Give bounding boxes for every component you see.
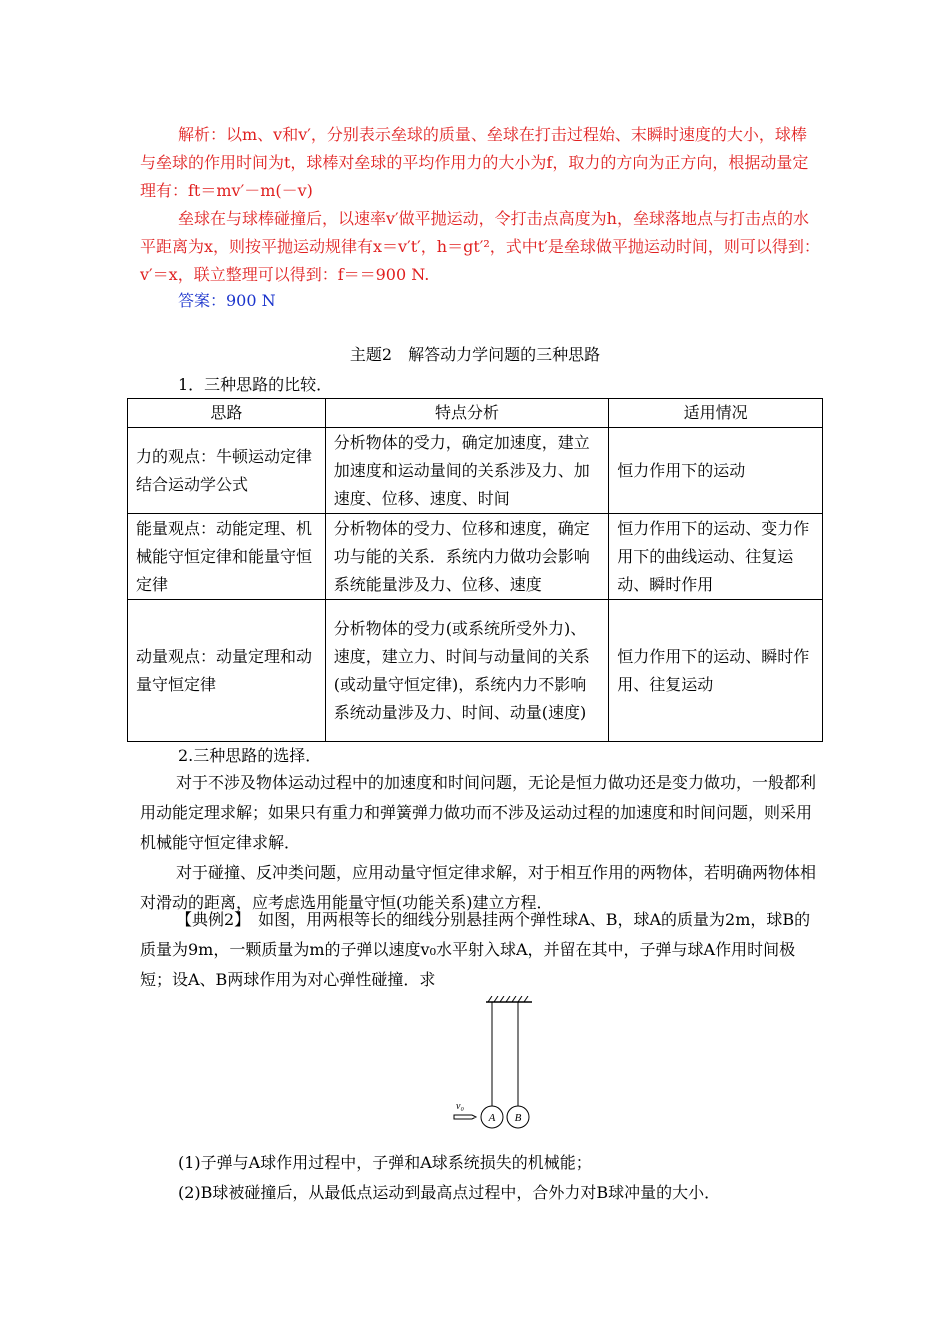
- section-2-heading: 2.三种思路的选择．: [178, 746, 322, 765]
- table-cell: 分析物体的受力(或系统所受外力)、速度，建立力、时间与动量间的关系(或动量守恒定律)，系统内力不影响系统动量涉及力、时间、动量(速度): [325, 600, 609, 742]
- question-2: (2)B球被碰撞后，从最低点运动到最高点过程中，合外力对B球冲量的大小．: [178, 1183, 721, 1202]
- ceiling-hatch: [488, 996, 528, 1002]
- table-header-cell: 适用情况: [609, 399, 823, 428]
- label-a: A: [488, 1112, 496, 1124]
- table-header-row: [128, 399, 823, 428]
- table-cell: 动量观点：动量定理和动量守恒定律: [128, 600, 326, 742]
- table-cell: 能量观点：动能定理、机械能守恒定律和能量守恒定律: [128, 514, 326, 600]
- example-section: [140, 905, 820, 995]
- analysis-paragraph-2: 垒球在与球棒碰撞后，以速率v′做平抛运动，令打击点高度为h，垒球落地点与打击点的水平距离为x，则按平抛运动规律有x＝v′t′，h＝gt′²，式中t′是垒球做平抛运动时间，则可以得到：v′＝x，联立整理可以得到：f＝＝900 N.: [140, 209, 820, 284]
- table-cell: 分析物体的受力、位移和速度，确定功与能的关系．系统内力做功会影响系统能量涉及力、位移、速度: [325, 514, 609, 600]
- table-header-cell: 思路: [128, 399, 326, 428]
- example-paragraph: 【典例2】 如图，用两根等长的细线分别悬挂两个弹性球A、B，球A的质量为2m，球B的质量为9m，一颗质量为m的子弹以速度v₀水平射入球A，并留在其中，子弹与球A作用时间极短；设A、B两球作用为对心弹性碰撞．求: [140, 910, 811, 989]
- answer-line: 答案：900 N: [178, 291, 276, 310]
- table-row: [128, 514, 823, 600]
- analysis-section: [140, 121, 820, 289]
- section-1-heading: 1．三种思路的比较．: [178, 375, 333, 394]
- table-cell: 恒力作用下的运动: [609, 428, 823, 514]
- table-header-cell: 特点分析: [325, 399, 609, 428]
- question-1: (1)子弹与A球作用过程中，子弹和A球系统损失的机械能；: [178, 1153, 592, 1172]
- body-section: [140, 768, 820, 918]
- body-paragraph-1: 对于不涉及物体运动过程中的加速度和时间问题，无论是恒力做功还是变力做功，一般都利用动能定理求解；如果只有重力和弹簧弹力做功而不涉及运动过程的加速度和时间问题，则采用机械能守恒定律求解．: [140, 773, 817, 852]
- label-b: B: [514, 1112, 522, 1124]
- comparison-table: [127, 398, 823, 742]
- table-cell: 力的观点：牛顿运动定律结合运动学公式: [128, 428, 326, 514]
- pendulum-figure: [446, 996, 556, 1136]
- body-paragraph-2: 对于碰撞、反冲类问题，应用动量守恒定律求解，对于相互作用的两物体，若明确两物体相对滑动的距离，应考虑选用能量守恒(功能关系)建立方程．: [140, 863, 817, 912]
- table-cell: 分析物体的受力，确定加速度，建立加速度和运动量间的关系涉及力、加速度、位移、速度、时间: [325, 428, 609, 514]
- table-cell: 恒力作用下的运动、变力作用下的曲线运动、往复运动、瞬时作用: [609, 514, 823, 600]
- table-cell: 恒力作用下的运动、瞬时作用、往复运动: [609, 600, 823, 742]
- analysis-paragraph-1: 解析：以m、v和v′，分别表示垒球的质量、垒球在打击过程始、末瞬时速度的大小，球棒与垒球的作用时间为t，球棒对垒球的平均作用力的大小为f，取力的方向为正方向，根据动量定理有：ft＝mv′－m(－v): [140, 125, 809, 200]
- table-row: [128, 428, 823, 514]
- bullet-icon: [454, 1115, 476, 1119]
- table-row: [128, 600, 823, 742]
- topic-title: 主题2 解答动力学问题的三种思路: [349, 345, 601, 364]
- label-v0: v₀: [456, 1101, 464, 1112]
